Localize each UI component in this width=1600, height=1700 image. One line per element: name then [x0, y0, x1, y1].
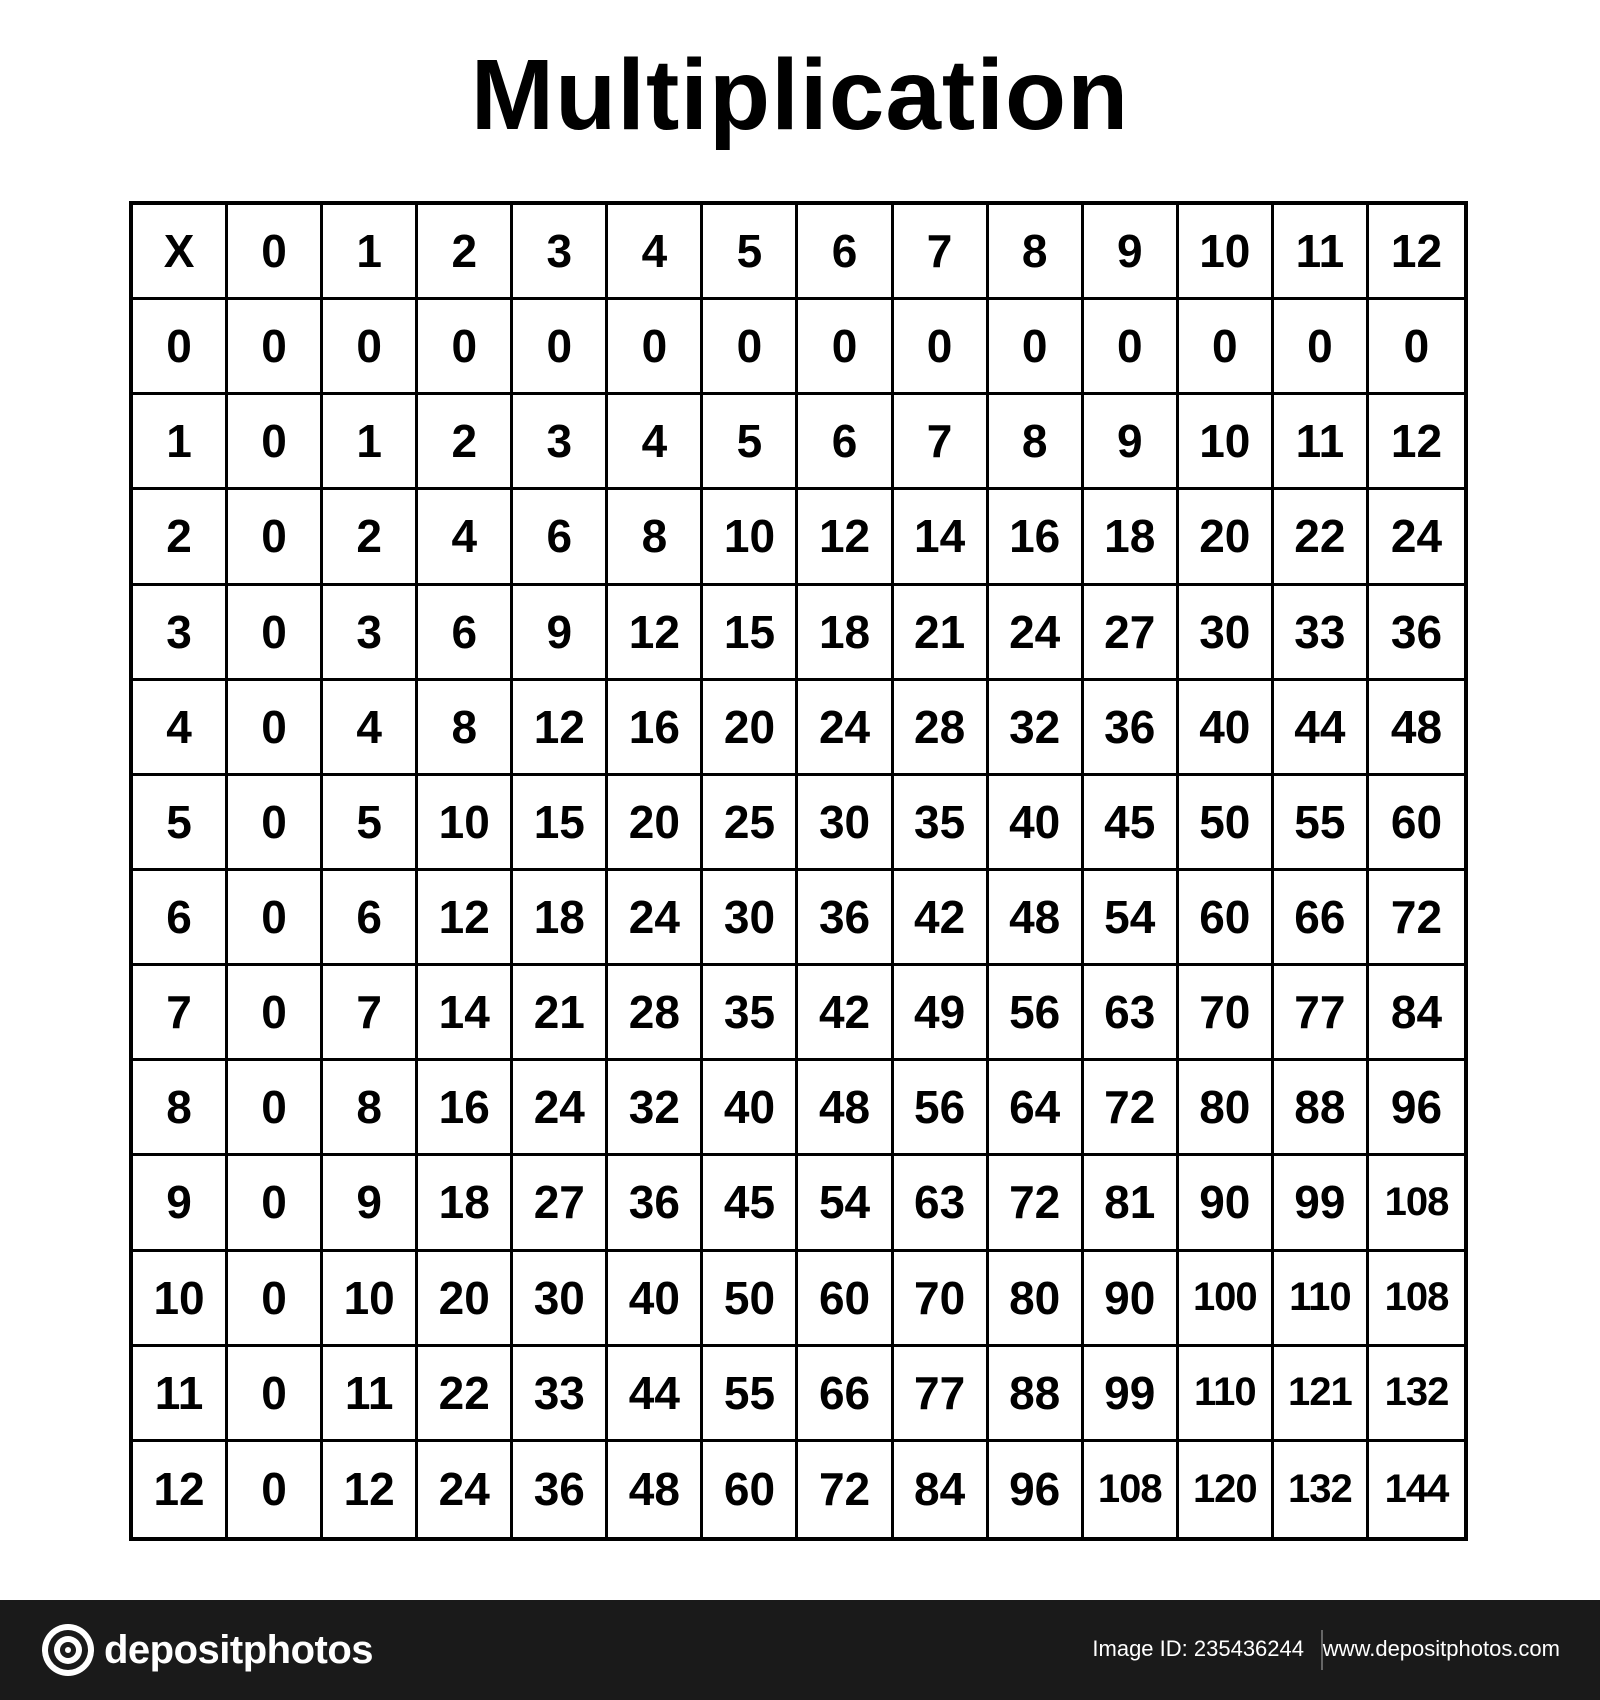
product-cell: 35 [894, 776, 989, 871]
product-cell: 0 [228, 586, 323, 681]
product-cell: 36 [1084, 681, 1179, 776]
product-cell: 4 [608, 395, 703, 490]
product-cell: 110 [1274, 1252, 1369, 1347]
product-cell: 32 [608, 1061, 703, 1156]
product-cell: 55 [703, 1347, 798, 1442]
row-header-cell: 11 [133, 1347, 228, 1442]
product-cell: 44 [608, 1347, 703, 1442]
product-cell: 5 [703, 395, 798, 490]
product-cell: 14 [894, 490, 989, 585]
product-cell: 49 [894, 966, 989, 1061]
product-cell: 11 [323, 1347, 418, 1442]
product-cell: 132 [1369, 1347, 1464, 1442]
product-cell: 36 [513, 1442, 608, 1537]
product-cell: 8 [418, 681, 513, 776]
product-cell: 64 [989, 1061, 1084, 1156]
product-cell: 60 [703, 1442, 798, 1537]
product-cell: 16 [608, 681, 703, 776]
product-cell: 9 [1084, 395, 1179, 490]
product-cell: 18 [513, 871, 608, 966]
product-cell: 20 [608, 776, 703, 871]
column-header-cell: 5 [703, 205, 798, 300]
product-cell: 121 [1274, 1347, 1369, 1442]
product-cell: 108 [1369, 1156, 1464, 1251]
product-cell: 0 [228, 1156, 323, 1251]
product-cell: 30 [1179, 586, 1274, 681]
footer-bar [0, 1600, 1600, 1700]
product-cell: 84 [1369, 966, 1464, 1061]
product-cell: 0 [1084, 300, 1179, 395]
product-cell: 40 [608, 1252, 703, 1347]
row-header-cell: 5 [133, 776, 228, 871]
product-cell: 0 [513, 300, 608, 395]
column-header-cell: 9 [1084, 205, 1179, 300]
product-cell: 77 [1274, 966, 1369, 1061]
product-cell: 99 [1274, 1156, 1369, 1251]
product-cell: 80 [989, 1252, 1084, 1347]
product-cell: 2 [323, 490, 418, 585]
column-header-cell: 12 [1369, 205, 1464, 300]
column-header-cell: 0 [228, 205, 323, 300]
product-cell: 28 [894, 681, 989, 776]
product-cell: 144 [1384, 1466, 1449, 1511]
row-header-cell: 10 [133, 1252, 228, 1347]
column-header-cell: 3 [513, 205, 608, 300]
product-cell: 22 [1274, 490, 1369, 585]
product-cell: 84 [894, 1442, 989, 1537]
product-cell: 45 [703, 1156, 798, 1251]
product-cell: 24 [989, 586, 1084, 681]
product-cell: 120 [1179, 1442, 1274, 1537]
product-cell: 28 [608, 966, 703, 1061]
product-cell: 48 [1369, 681, 1464, 776]
product-cell: 30 [798, 776, 893, 871]
product-cell: 3 [323, 586, 418, 681]
product-cell: 0 [228, 871, 323, 966]
product-cell: 18 [418, 1156, 513, 1251]
product-cell: 81 [1084, 1156, 1179, 1251]
column-header-cell: 6 [798, 205, 893, 300]
product-cell: 44 [1274, 681, 1369, 776]
image-id: Image ID: 235436244 [1092, 1636, 1304, 1661]
product-cell: 32 [989, 681, 1084, 776]
product-cell: 4 [323, 681, 418, 776]
brand-name: depositphotos [104, 1627, 374, 1672]
product-cell: 7 [894, 395, 989, 490]
product-cell: 88 [989, 1347, 1084, 1442]
product-cell: 0 [228, 300, 323, 395]
product-cell: 8 [608, 490, 703, 585]
product-cell: 24 [608, 871, 703, 966]
corner-cell: X [133, 205, 228, 300]
product-cell: 12 [608, 586, 703, 681]
product-cell: 0 [228, 1347, 323, 1442]
product-cell: 30 [513, 1252, 608, 1347]
product-cell: 27 [1084, 586, 1179, 681]
product-cell: 48 [798, 1061, 893, 1156]
product-cell: 16 [989, 490, 1084, 585]
product-cell: 2 [418, 395, 513, 490]
product-cell: 18 [798, 586, 893, 681]
product-cell: 35 [703, 966, 798, 1061]
product-cell: 27 [513, 1156, 608, 1251]
product-cell: 132 [1274, 1442, 1369, 1537]
product-cell: 110 [1179, 1347, 1274, 1442]
product-cell: 4 [418, 490, 513, 585]
product-cell: 40 [703, 1061, 798, 1156]
product-cell: 33 [1274, 586, 1369, 681]
row-header-cell: 0 [133, 300, 228, 395]
product-cell: 16 [418, 1061, 513, 1156]
product-cell: 12 [1369, 395, 1464, 490]
product-cell: 33 [513, 1347, 608, 1442]
product-cell: 24 [798, 681, 893, 776]
product-cell: 0 [228, 681, 323, 776]
product-cell: 0 [608, 300, 703, 395]
product-cell: 24 [1369, 490, 1464, 585]
column-header-cell: 8 [989, 205, 1084, 300]
product-cell: 6 [513, 490, 608, 585]
product-cell: 1 [323, 395, 418, 490]
product-cell: 12 [323, 1442, 418, 1537]
product-cell: 54 [1084, 871, 1179, 966]
product-cell: 6 [418, 586, 513, 681]
product-cell: 20 [418, 1252, 513, 1347]
product-cell: 5 [323, 776, 418, 871]
product-cell: 25 [703, 776, 798, 871]
product-cell: 3 [513, 395, 608, 490]
row-header-cell: 4 [133, 681, 228, 776]
product-cell: 96 [989, 1442, 1084, 1537]
product-cell: 20 [1179, 490, 1274, 585]
product-cell: 0 [989, 300, 1084, 395]
row-header-cell: 2 [133, 490, 228, 585]
product-cell: 40 [1179, 681, 1274, 776]
product-cell: 90 [1084, 1252, 1179, 1347]
product-cell: 48 [989, 871, 1084, 966]
product-cell: 36 [1369, 586, 1464, 681]
product-cell: 11 [1274, 395, 1369, 490]
product-cell: 6 [798, 395, 893, 490]
product-cell: 7 [323, 966, 418, 1061]
multiplication-table [129, 201, 1468, 1541]
product-cell: 36 [798, 871, 893, 966]
site-url: www.depositphotos.com [1322, 1636, 1560, 1661]
product-cell: 8 [989, 395, 1084, 490]
product-cell: 18 [1084, 490, 1179, 585]
product-cell: 24 [513, 1061, 608, 1156]
product-cell: 0 [228, 776, 323, 871]
product-cell: 15 [513, 776, 608, 871]
product-cell: 60 [1369, 776, 1464, 871]
product-cell: 63 [1084, 966, 1179, 1061]
product-cell: 0 [1369, 300, 1464, 395]
product-cell: 88 [1274, 1061, 1369, 1156]
product-cell: 48 [608, 1442, 703, 1537]
product-cell: 0 [228, 1442, 323, 1537]
row-header-cell: 6 [133, 871, 228, 966]
product-cell: 36 [608, 1156, 703, 1251]
product-cell: 96 [1369, 1061, 1464, 1156]
product-cell: 99 [1084, 1347, 1179, 1442]
product-cell: 42 [894, 871, 989, 966]
product-cell: 0 [703, 300, 798, 395]
row-header-cell: 1 [133, 395, 228, 490]
product-cell: 0 [1274, 300, 1369, 395]
product-cell: 72 [1084, 1061, 1179, 1156]
product-cell: 108 [1369, 1252, 1464, 1347]
product-cell: 20 [703, 681, 798, 776]
product-cell: 80 [1179, 1061, 1274, 1156]
product-cell: 60 [798, 1252, 893, 1347]
product-cell: 0 [228, 1252, 323, 1347]
product-cell: 8 [323, 1061, 418, 1156]
product-cell: 21 [894, 586, 989, 681]
product-cell: 0 [228, 1061, 323, 1156]
product-cell: 90 [1179, 1156, 1274, 1251]
product-cell: 12 [798, 490, 893, 585]
product-cell: 0 [228, 490, 323, 585]
logo [40, 1622, 373, 1678]
product-cell: 0 [228, 966, 323, 1061]
product-cell: 14 [418, 966, 513, 1061]
product-cell: 55 [1274, 776, 1369, 871]
product-cell: 50 [1179, 776, 1274, 871]
product-cell: 40 [989, 776, 1084, 871]
product-cell: 66 [1274, 871, 1369, 966]
product-cell: 70 [1179, 966, 1274, 1061]
product-cell: 0 [228, 395, 323, 490]
column-header-cell: 4 [608, 205, 703, 300]
product-cell: 0 [418, 300, 513, 395]
column-header-cell: 2 [418, 205, 513, 300]
product-cell: 66 [798, 1347, 893, 1442]
product-cell: 22 [418, 1347, 513, 1442]
product-cell: 77 [894, 1347, 989, 1442]
product-cell: 54 [798, 1156, 893, 1251]
row-header-cell: 9 [133, 1156, 228, 1251]
row-header-cell: 12 [133, 1442, 228, 1537]
product-cell: 10 [418, 776, 513, 871]
row-header-cell: 3 [133, 586, 228, 681]
product-cell: 15 [703, 586, 798, 681]
product-cell: 0 [1179, 300, 1274, 395]
product-cell: 50 [703, 1252, 798, 1347]
product-cell: 72 [1369, 871, 1464, 966]
column-header-cell: 10 [1179, 205, 1274, 300]
product-cell: 10 [1179, 395, 1274, 490]
product-cell: 60 [1179, 871, 1274, 966]
product-cell: 24 [418, 1442, 513, 1537]
product-cell: 63 [894, 1156, 989, 1251]
product-cell: 56 [989, 966, 1084, 1061]
product-cell: 0 [798, 300, 893, 395]
camera-aperture-icon [40, 1622, 96, 1678]
product-cell: 10 [323, 1252, 418, 1347]
product-cell: 56 [894, 1061, 989, 1156]
product-cell: 9 [323, 1156, 418, 1251]
product-cell: 70 [894, 1252, 989, 1347]
page-title: Multiplication [470, 39, 1130, 151]
product-cell: 0 [323, 300, 418, 395]
product-cell: 21 [513, 966, 608, 1061]
product-cell: 0 [894, 300, 989, 395]
product-cell: 12 [418, 871, 513, 966]
product-cell: 12 [513, 681, 608, 776]
product-cell: 10 [703, 490, 798, 585]
row-header-cell: 8 [133, 1061, 228, 1156]
product-cell: 108 [1084, 1442, 1179, 1537]
product-cell: 45 [1084, 776, 1179, 871]
product-cell: 30 [703, 871, 798, 966]
product-cell: 72 [989, 1156, 1084, 1251]
product-cell: 9 [513, 586, 608, 681]
row-header-cell: 7 [133, 966, 228, 1061]
product-cell: 72 [798, 1442, 893, 1537]
product-cell: 42 [798, 966, 893, 1061]
product-cell: 100 [1179, 1252, 1274, 1347]
product-cell: 6 [323, 871, 418, 966]
column-header-cell: 1 [323, 205, 418, 300]
column-header-cell: 7 [894, 205, 989, 300]
column-header-cell: 11 [1274, 205, 1369, 300]
